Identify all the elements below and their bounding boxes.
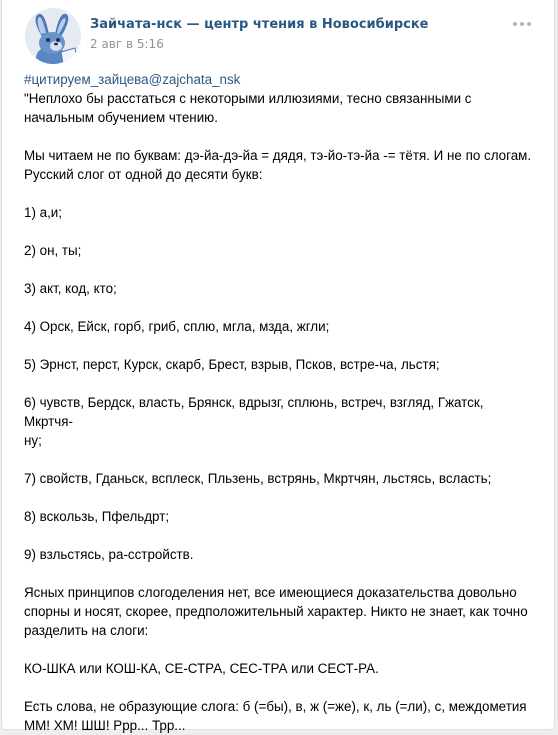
text-line: Мы читаем не по буквам: дэ-йа-дэ-йа = дядя, тэ-йо-тэ-йа -= тётя. И не по слогам. [24,148,532,163]
blank-line [24,260,536,279]
text-line: 9) взльстясь, ра-сстройств. [24,547,194,562]
post-header [2,0,554,70]
more-dots-icon[interactable] [510,14,534,34]
text-line: 3) акт, код, кто; [24,281,117,296]
text-line: 7) свойств, Гданьск, всплеск, Пльзень, встрянь, Мкртчян, льстясь, всласть; [24,471,492,486]
blank-line [24,640,536,659]
blank-line [24,298,536,317]
blank-line [24,678,536,697]
text-line: Русский слог от одной до десяти букв: [24,167,263,182]
text-line: 6) чувств, Бердск, власть, Брянск, вдрызг, сплюнь, встреч, взгляд, Гжатск, Мкртчя- [24,395,484,429]
wall-post [1,0,555,733]
blank-line [24,564,536,583]
post-date-link[interactable]: 2 авг в 5:16 [90,37,164,51]
text-line: 4) Орск, Ейск, горб, гриб, сплю, мгла, мзда, жгли; [24,319,330,334]
blank-line [24,184,536,203]
bunny-avatar-icon[interactable] [25,8,81,64]
post-text [24,70,536,735]
text-line: ну; [24,433,42,448]
text-line: Есть слова, не образующие слога: б (=бы), в, ж (=же), к, ль (=ли), с, междометия [24,699,527,714]
text-line: Ясных принципов слогоделения нет, все имеющиеся доказательства довольно [24,585,517,600]
text-line: 5) Эрнст, перст, Курск, скарб, Брест, взрыв, Псков, встре-ча, льстя; [24,357,440,372]
text-line: ММ! ХМ! ШШ! Ррр... Трр... [24,718,186,733]
post-body [24,89,536,735]
text-line: разделить на слоги: [24,623,149,638]
hashtag-link[interactable]: #цитируем_зайцева@zajchata_nsk [24,72,241,87]
post-author-link[interactable]: Зайчата-нск — центр чтения в Новосибирске [90,17,429,32]
blank-line [24,336,536,355]
blank-line [24,450,536,469]
text-line: 2) он, ты; [24,243,82,258]
blank-line [24,488,536,507]
blank-line [24,374,536,393]
text-line: КО-ШКА или КОШ-КА, СЕ-СТРА, СЕС-ТРА или СЕСТ-РА. [24,661,379,676]
blank-line [24,127,536,146]
text-line: начальным обучением чтению. [24,110,218,125]
text-line: 1) а,и; [24,205,62,220]
blank-line [24,526,536,545]
text-line: спорны и носят, скорее, предположительный характер. Никто не знает, как точно [24,604,528,619]
blank-line [24,222,536,241]
text-line: "Неплохо бы расстаться с некоторыми иллюзиями, тесно связанными с [24,91,472,106]
text-line: 8) вскользь, Пфельдрт; [24,509,170,524]
